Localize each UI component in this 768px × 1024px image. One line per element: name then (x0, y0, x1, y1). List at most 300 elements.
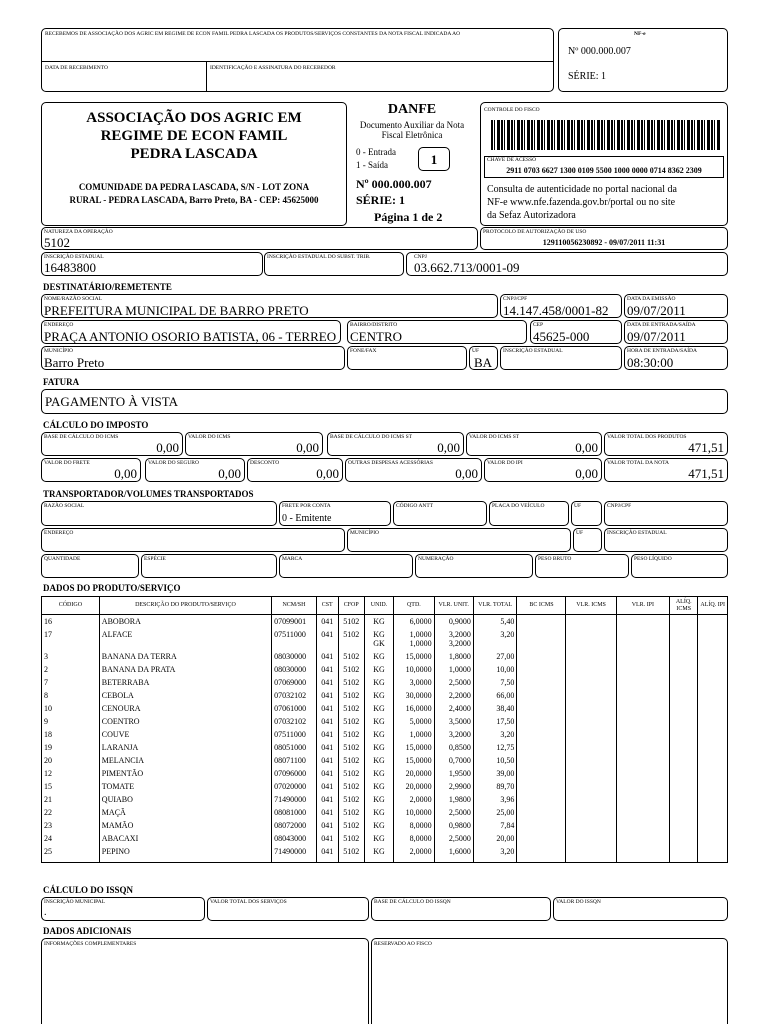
quantity-label: QUANTIDADE (44, 556, 81, 562)
invoice-total-label: VALOR TOTAL DA NOTA (607, 460, 670, 466)
table-cell (394, 858, 434, 863)
table-cell: 5,40 (473, 615, 517, 629)
table-cell: 5102 (338, 702, 364, 715)
table-cell (670, 793, 698, 806)
table-cell: 16,0000 (394, 702, 434, 715)
table-cell: 5102 (338, 615, 364, 629)
table-cell (566, 754, 616, 767)
table-cell: PEPINO (99, 845, 271, 858)
table-cell: 5102 (338, 650, 364, 663)
table-cell (616, 728, 669, 741)
table-cell: LARANJA (99, 741, 271, 754)
table-cell (616, 741, 669, 754)
table-cell: 08071100 (272, 754, 317, 767)
carrier-address-box (41, 528, 345, 552)
bc-icms-value: 0,00 (156, 440, 179, 455)
table-cell: 07032102 (272, 689, 317, 702)
table-cell: 08030000 (272, 663, 317, 676)
emission-value: 09/07/2011 (627, 303, 686, 318)
discount-value: 0,00 (316, 466, 339, 481)
table-cell (566, 702, 616, 715)
table-cell (338, 858, 364, 863)
cep-value: 45625-000 (533, 329, 590, 344)
table-cell (698, 780, 728, 793)
table-cell (566, 819, 616, 832)
table-cell (616, 780, 669, 793)
table-cell: 08043000 (272, 832, 317, 845)
table-cell: 89,70 (473, 780, 517, 793)
table-cell: QUIABO (99, 793, 271, 806)
nature-label: NATUREZA DA OPERAÇÃO (44, 229, 113, 235)
table-cell: 041 (316, 715, 338, 728)
table-cell: BANANA DA PRATA (99, 663, 271, 676)
table-cell (517, 819, 566, 832)
table-cell: 5102 (338, 819, 364, 832)
table-cell: 5102 (338, 628, 364, 650)
table-cell: 8,0000 (394, 819, 434, 832)
table-cell: 07511000 (272, 728, 317, 741)
table-cell: 16 (42, 615, 100, 629)
table-cell: KG (364, 780, 393, 793)
table-cell (670, 832, 698, 845)
entry-date-value: 09/07/2011 (627, 329, 686, 344)
table-cell: KG (364, 676, 393, 689)
table-cell: 5,0000 (394, 715, 434, 728)
table-cell: 07511000 (272, 628, 317, 650)
table-cell (566, 663, 616, 676)
table-cell: 30,0000 (394, 689, 434, 702)
products-header-cell: QTD. (394, 597, 434, 615)
table-cell (364, 858, 393, 863)
uf-value: BA (474, 355, 493, 370)
table-cell (698, 819, 728, 832)
table-cell (698, 793, 728, 806)
emitter-address-line1: COMUNIDADE DA PEDRA LASCADA, S/N - LOT ZONA (78, 182, 310, 192)
table-cell: 041 (316, 819, 338, 832)
table-cell (670, 628, 698, 650)
freight-label: VALOR DO FRETE (44, 460, 90, 466)
table-cell: 10,0000 (394, 663, 434, 676)
table-cell (698, 715, 728, 728)
ie-value: 16483800 (44, 260, 96, 275)
table-cell: BANANA DA TERRA (99, 650, 271, 663)
table-cell (566, 741, 616, 754)
table-cell: 1,9800 (434, 793, 473, 806)
table-cell: KG (364, 663, 393, 676)
bc-icms-label: BASE DE CÁLCULO DO ICMS (44, 434, 119, 440)
table-cell (517, 832, 566, 845)
table-cell: 2,4000 (434, 702, 473, 715)
phone-label: FONE/FAX (350, 348, 377, 354)
danfe-series: SÉRIE: 1 (356, 193, 406, 207)
table-cell (99, 858, 271, 863)
table-cell: 2,5000 (434, 832, 473, 845)
table-cell: KG (364, 806, 393, 819)
issqn-bc-label: BASE DE CÁLCULO DO ISSQN (374, 899, 451, 905)
table-cell: 08072000 (272, 819, 317, 832)
table-cell: 5102 (338, 780, 364, 793)
table-cell: MELANCIA (99, 754, 271, 767)
table-cell: 041 (316, 702, 338, 715)
table-cell (670, 728, 698, 741)
carrier-name-label: RAZÃO SOCIAL (44, 503, 85, 509)
danfe-type-value: 1 (430, 152, 438, 167)
table-cell: 041 (316, 832, 338, 845)
table-cell (566, 832, 616, 845)
table-cell: KG (364, 832, 393, 845)
table-cell: 8,0000 (394, 832, 434, 845)
table-cell (616, 650, 669, 663)
table-row (42, 819, 728, 832)
table-cell: 12,75 (473, 741, 517, 754)
products-header-cell: VLR. TOTAL (473, 597, 517, 615)
table-cell: 3,96 (473, 793, 517, 806)
table-cell: 08081000 (272, 806, 317, 819)
recipient-cnpj: 14.147.458/0001-82 (503, 303, 609, 318)
table-cell: KG (364, 754, 393, 767)
table-row (42, 715, 728, 728)
consult-line1: Consulta de autenticidade no portal nacional da (487, 184, 677, 195)
carrier-ie-label: INSCRIÇÃO ESTADUAL (607, 530, 667, 536)
table-cell: 15,0000 (394, 650, 434, 663)
table-cell: 17 (42, 628, 100, 650)
table-cell: 5102 (338, 689, 364, 702)
table-cell (473, 858, 517, 863)
freight-by-value: 0 - Emitente (282, 513, 332, 524)
table-cell: 24 (42, 832, 100, 845)
table-row (42, 806, 728, 819)
table-cell (698, 702, 728, 715)
table-cell: 041 (316, 689, 338, 702)
products-header-cell: VLR. UNIT. (434, 597, 473, 615)
table-cell: 20,0000 (394, 767, 434, 780)
ie-label: INSCRIÇÃO ESTADUAL (44, 254, 104, 260)
table-cell (698, 767, 728, 780)
table-cell: 2,5000 (434, 806, 473, 819)
table-cell (566, 676, 616, 689)
table-cell: 2 (42, 663, 100, 676)
table-cell: KG (364, 689, 393, 702)
icms-value: 0,00 (296, 440, 319, 455)
products-header-row (42, 597, 728, 615)
table-cell: 07096000 (272, 767, 317, 780)
table-cell: 1,0000 (394, 728, 434, 741)
table-cell: ABOBORA (99, 615, 271, 629)
species-label: ESPÉCIE (144, 556, 166, 562)
danfe-number: Nº 000.000.007 (356, 177, 432, 191)
table-cell: 10,00 (473, 663, 517, 676)
table-cell (698, 754, 728, 767)
recipient-name-label: NOME/RAZÃO SOCIAL (44, 296, 102, 302)
table-cell: 3,20 (473, 628, 517, 650)
emitter-name-line3: PEDRA LASCADA (130, 146, 258, 162)
table-cell: 3,0000 (394, 676, 434, 689)
cep-label: CEP (533, 322, 544, 328)
table-cell: KG (364, 741, 393, 754)
table-cell (670, 819, 698, 832)
table-cell: 041 (316, 676, 338, 689)
table-cell: COUVE (99, 728, 271, 741)
table-cell (698, 663, 728, 676)
table-cell (566, 806, 616, 819)
recipient-address: PRAÇA ANTONIO OSORIO BATISTA, 06 - TERREO (44, 329, 337, 344)
table-cell: 041 (316, 615, 338, 629)
table-cell: CEBOLA (99, 689, 271, 702)
insurance-label: VALOR DO SEGURO (148, 460, 199, 466)
table-cell (698, 858, 728, 863)
table-cell: 25 (42, 845, 100, 858)
danfe-page: Página 1 de 2 (374, 210, 443, 224)
products-body (42, 615, 728, 863)
products-header-cell: ALÍQ. ICMS (670, 597, 698, 615)
table-cell: 20 (42, 754, 100, 767)
table-cell (616, 819, 669, 832)
table-cell (616, 628, 669, 650)
additional-section-title: DADOS ADICIONAIS (43, 926, 132, 936)
table-filler-row (42, 858, 728, 863)
table-cell (698, 728, 728, 741)
time-label: HORA DE ENTRADA/SAÍDA (627, 348, 697, 354)
table-cell (517, 663, 566, 676)
table-cell: ABACAXI (99, 832, 271, 845)
table-row (42, 832, 728, 845)
table-cell: 71490000 (272, 845, 317, 858)
ipi-value: 0,00 (575, 466, 598, 481)
reserved-box (371, 938, 728, 1024)
services-label: VALOR TOTAL DOS SERVIÇOS (210, 899, 287, 905)
table-cell (670, 806, 698, 819)
numbering-label: NUMERAÇÃO (418, 556, 454, 562)
uf-label: UF (472, 348, 480, 354)
table-row (42, 650, 728, 663)
table-cell: 27,00 (473, 650, 517, 663)
table-cell: 15 (42, 780, 100, 793)
invoice-text: PAGAMENTO À VISTA (45, 394, 179, 409)
table-cell (698, 832, 728, 845)
consult-line3: da Sefaz Autorizadora (487, 210, 576, 221)
table-cell (616, 689, 669, 702)
district-value: CENTRO (350, 329, 402, 344)
table-cell: 66,00 (473, 689, 517, 702)
table-row (42, 689, 728, 702)
products-total-value: 471,51 (688, 440, 724, 455)
table-cell: 1,6000 (434, 845, 473, 858)
table-cell (566, 650, 616, 663)
table-cell: 08051000 (272, 741, 317, 754)
table-cell (517, 754, 566, 767)
table-cell (698, 806, 728, 819)
table-cell (566, 767, 616, 780)
table-cell: 18 (42, 728, 100, 741)
table-row (42, 767, 728, 780)
table-cell: MAÇÃ (99, 806, 271, 819)
table-cell: 0,9000 (434, 615, 473, 629)
table-cell: 5102 (338, 663, 364, 676)
products-header-cell: CFOP (338, 597, 364, 615)
receipt-nfe-label: NF-e (634, 31, 646, 37)
table-cell (670, 754, 698, 767)
table-cell (517, 650, 566, 663)
receipt-nfe-box (558, 28, 728, 92)
table-cell (272, 858, 317, 863)
products-header-cell: NCM/SH (272, 597, 317, 615)
table-cell: 3,20 (473, 845, 517, 858)
table-cell (517, 741, 566, 754)
table-cell: 041 (316, 780, 338, 793)
table-cell: CENOURA (99, 702, 271, 715)
barcode (491, 120, 721, 150)
table-cell: 08030000 (272, 650, 317, 663)
table-cell: 5102 (338, 793, 364, 806)
table-cell (616, 806, 669, 819)
table-cell: 07032102 (272, 715, 317, 728)
table-cell: 2,2000 (434, 689, 473, 702)
freight-by-label: FRETE POR CONTA (282, 503, 331, 509)
products-header-cell: CÓDIGO (42, 597, 100, 615)
discount-label: DESCONTO (250, 460, 280, 466)
icms-label: VALOR DO ICMS (188, 434, 231, 440)
table-cell: 25,00 (473, 806, 517, 819)
gross-weight-label: PESO BRUTO (538, 556, 572, 562)
table-cell (616, 832, 669, 845)
bc-st-label: BASE DE CÁLCULO DO ICMS ST (330, 434, 413, 440)
table-cell (566, 689, 616, 702)
danfe-title: DANFE (387, 102, 437, 117)
fiscal-key-label: CHAVE DE ACESSO (487, 157, 537, 163)
other-label: OUTRAS DESPESAS ACESSÓRIAS (348, 460, 433, 466)
emitter-address-line2: RURAL - PEDRA LASCADA, Barro Preto, BA - CEP: 45625000 (69, 195, 319, 205)
table-cell: 0,8500 (434, 741, 473, 754)
info-label: INFORMAÇÕES COMPLEMENTARES (44, 941, 137, 947)
issqn-value-label: VALOR DO ISSQN (556, 899, 601, 905)
ie-st-label: INSCRIÇÃO ESTADUAL DO SUBST. TRIB. (267, 254, 371, 260)
city-label: MUNICÍPIO (44, 348, 74, 354)
table-cell: 3,2000 (434, 728, 473, 741)
table-row (42, 702, 728, 715)
table-cell (670, 715, 698, 728)
table-row (42, 676, 728, 689)
carrier-cnpj-label: CNPJ/CPF (607, 503, 632, 509)
im-label: INSCRIÇÃO MUNICIPAL (44, 899, 106, 905)
table-cell: 041 (316, 767, 338, 780)
table-cell: 3,5000 (434, 715, 473, 728)
carrier-city-label: MUNICÍPIO (350, 530, 380, 536)
table-cell: 041 (316, 728, 338, 741)
table-cell: ALFACE (99, 628, 271, 650)
table-cell: 2,9900 (434, 780, 473, 793)
products-header-cell: DESCRIÇÃO DO PRODUTO/SERVIÇO (99, 597, 271, 615)
table-cell (566, 715, 616, 728)
table-cell: 10,50 (473, 754, 517, 767)
net-weight-label: PESO LÍQUIDO (634, 556, 672, 562)
emitter-name-line1: ASSOCIAÇÃO DOS AGRIC EM (86, 110, 302, 126)
antt-label: CÓDIGO ANTT (396, 503, 434, 509)
table-cell: 5102 (338, 845, 364, 858)
products-header-cell: VLR. IPI (616, 597, 669, 615)
table-row (42, 628, 728, 650)
table-cell: 17,50 (473, 715, 517, 728)
receipt-stub (41, 28, 554, 92)
table-cell: 0,7000 (434, 754, 473, 767)
cnpj-label: CNPJ (414, 254, 427, 260)
table-cell: KG (364, 793, 393, 806)
table-cell: 20,00 (473, 832, 517, 845)
table-cell: 041 (316, 650, 338, 663)
table-cell (698, 628, 728, 650)
table-cell (517, 702, 566, 715)
table-cell: 2,5000 (434, 676, 473, 689)
table-cell (42, 858, 100, 863)
table-cell (616, 767, 669, 780)
table-cell: 07020000 (272, 780, 317, 793)
carrier-uf-label: UF (574, 503, 582, 509)
table-cell: 15,0000 (394, 741, 434, 754)
access-key: 2911 0703 6627 1300 0109 5500 1000 0000 0714 8362 2309 (506, 166, 702, 175)
table-cell (670, 663, 698, 676)
table-cell (670, 676, 698, 689)
table-row (42, 793, 728, 806)
district-label: BAIRRO/DISTRITO (350, 322, 398, 328)
table-row (42, 663, 728, 676)
protocol-value: 129110056230892 - 09/07/2011 11:31 (542, 238, 666, 247)
tax-section-title: CÁLCULO DO IMPOSTO (43, 420, 149, 430)
table-row (42, 780, 728, 793)
table-row (42, 615, 728, 629)
table-cell (698, 676, 728, 689)
table-cell: 041 (316, 628, 338, 650)
issqn-section-title: CÁLCULO DO ISSQN (43, 885, 134, 895)
table-cell: 041 (316, 663, 338, 676)
table-cell (670, 689, 698, 702)
table-cell: 07069000 (272, 676, 317, 689)
table-cell: 5102 (338, 676, 364, 689)
table-cell: 1,0000 (434, 663, 473, 676)
danfe-entry: 0 - Entrada (356, 147, 396, 157)
table-cell: 5102 (338, 715, 364, 728)
table-cell: KG GK (364, 628, 393, 650)
table-cell: 1,8000 (434, 650, 473, 663)
emission-label: DATA DA EMISSÃO (627, 296, 676, 302)
receipt-statement: RECEBEMOS DE ASSOCIAÇÃO DOS AGRIC EM REGIME DE ECON FAMIL PEDRA LASCADA OS PRODUTOS/SERVIÇOS CONSTANTES DA NOTA FISCAL INDICADA AO (45, 31, 461, 37)
table-cell (517, 689, 566, 702)
receipt-number: Nº 000.000.007 (568, 46, 631, 57)
table-cell: 2,0000 (394, 793, 434, 806)
table-cell: 1,0000 1,0000 (394, 628, 434, 650)
table-cell: COENTRO (99, 715, 271, 728)
transport-section-title: TRANSPORTADOR/VOLUMES TRANSPORTADOS (43, 489, 254, 499)
table-cell: 10 (42, 702, 100, 715)
table-cell: KG (364, 650, 393, 663)
table-cell (566, 845, 616, 858)
table-cell: 6,0000 (394, 615, 434, 629)
table-cell (566, 728, 616, 741)
table-cell: 1,9500 (434, 767, 473, 780)
table-cell: 21 (42, 793, 100, 806)
table-cell (670, 650, 698, 663)
table-cell (517, 628, 566, 650)
table-cell: 3 (42, 650, 100, 663)
table-cell (616, 615, 669, 629)
protocol-label: PROTOCOLO DE AUTORIZAÇÃO DE USO (483, 229, 587, 235)
table-cell: 7,50 (473, 676, 517, 689)
table-cell (670, 615, 698, 629)
table-cell (517, 615, 566, 629)
table-cell: 5102 (338, 767, 364, 780)
receipt-signature-label: IDENTIFICAÇÃO E ASSINATURA DO RECEBEDOR (210, 65, 336, 71)
receipt-series: SÉRIE: 1 (568, 71, 607, 82)
recipient-section-title: DESTINATÁRIO/REMETENTE (43, 282, 172, 292)
reserved-label: RESERVADO AO FISCO (374, 941, 432, 947)
